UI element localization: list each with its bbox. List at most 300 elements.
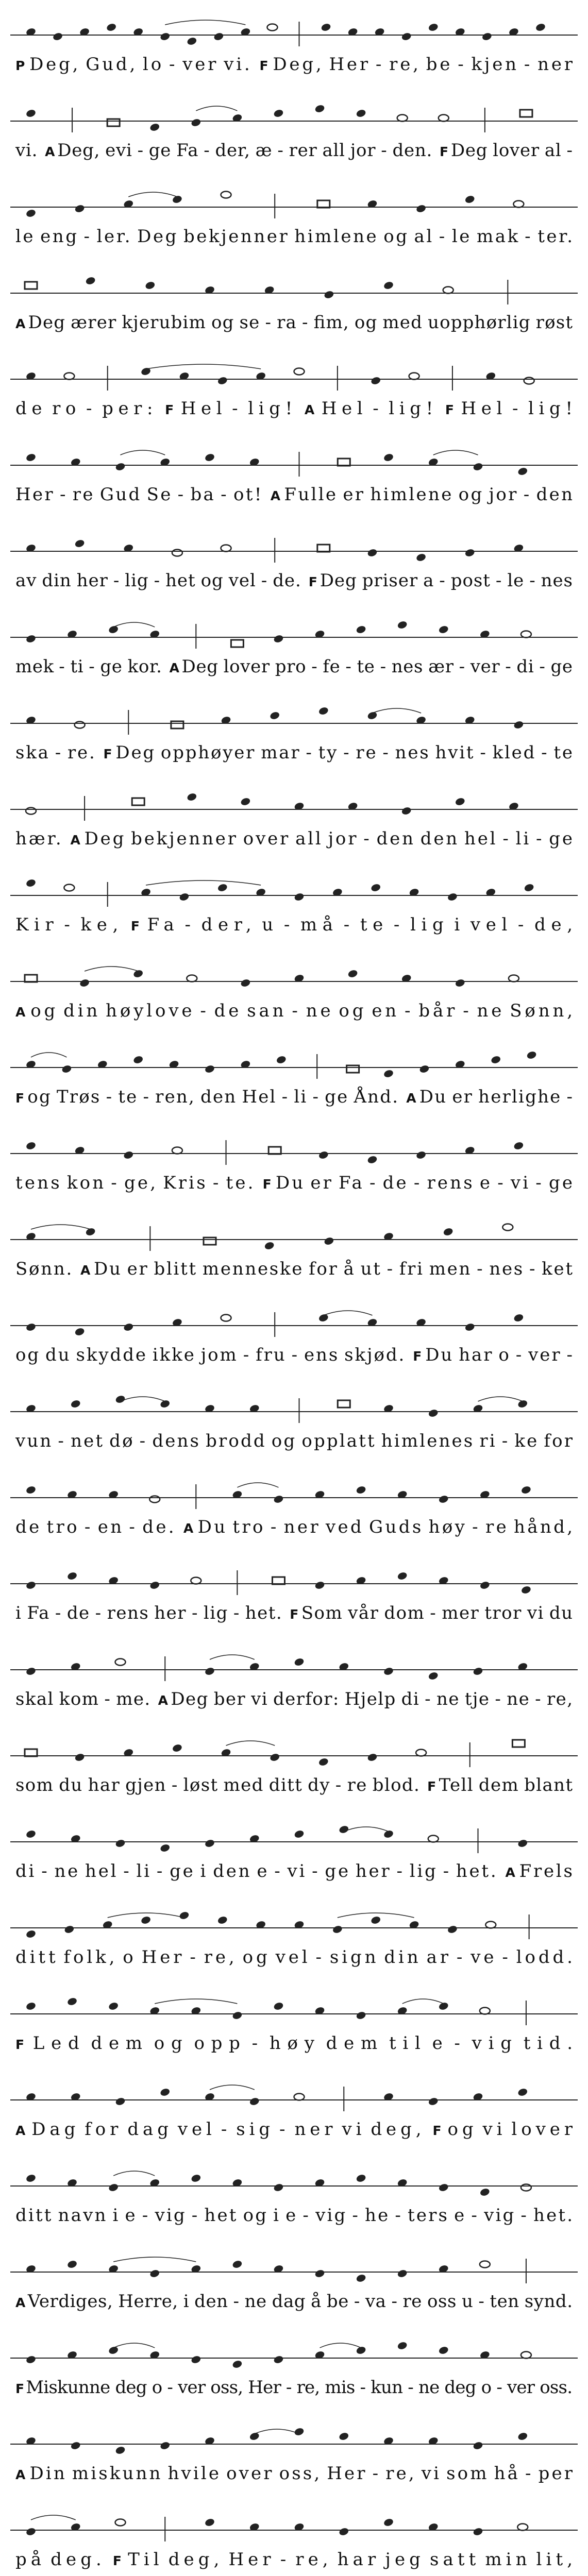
lyric-syllable: - [270,1517,277,1537]
open-note [64,373,74,380]
filled-note [25,109,36,118]
lyric-syllable: san [247,1001,284,1021]
lyric-syllable: - [251,2033,258,2054]
lyric-syllable: den [420,828,458,849]
slur-arc [155,1999,237,2004]
lyric-line [15,1517,573,1537]
lyric-syllable: Frels [519,1861,573,1882]
filled-note [191,2355,201,2364]
lyric-syllable: - [472,1517,478,1537]
chant-system [10,1655,578,1709]
filled-note [464,195,475,204]
breve-note [347,1065,359,1073]
lyric-syllable: Fa [147,914,174,935]
lyric-line [15,914,573,935]
lyric-syllable: te [553,742,573,763]
choir-marker: F [262,1177,272,1192]
lyric-syllable: de [214,1001,239,1021]
lyric-syllable: nes [391,656,423,677]
lyric-syllable: ne [418,2377,440,2398]
lyric-syllable: kjen [471,54,517,75]
chant-system [10,2515,578,2570]
breve-note [25,975,37,982]
lyric-syllable: opplatt [301,1431,375,1451]
filled-note [443,1227,453,1236]
filled-note [25,1929,36,1939]
lyric-syllable: her [76,570,108,591]
lyric-syllable: vig [484,2205,514,2226]
lyric-syllable: - [184,914,191,935]
lyric-line [15,140,573,161]
lyric-syllable: Her [327,2463,365,2484]
lyric-syllable: - [137,140,144,161]
lyric-syllable: vel [470,914,508,935]
lyric-syllable: all [295,828,321,849]
lyric-syllable: for [544,1431,573,1451]
lyric-syllable: mer [442,1603,479,1623]
filled-note [25,453,36,462]
lyric-syllable: - [64,914,70,935]
slur-arc [344,1827,389,1832]
lyric-line [15,54,573,75]
lyric-syllable: og [15,1345,39,1365]
lyric-syllable: - [59,484,66,505]
lyric-syllable: - [393,914,400,935]
lyric-line [15,2119,573,2140]
breve-note [171,721,183,728]
lyric-syllable: ner [537,54,573,75]
breve-note [338,459,350,466]
lyric-syllable: jom [200,1345,237,1365]
slur-arc [226,1741,275,1745]
lyric-syllable: - [380,656,387,677]
open-note [524,378,534,384]
lyric-syllable: fe [323,656,340,677]
lyric-syllable: vig [155,2205,185,2226]
lyric-syllable: til [389,2033,421,2054]
lyric-syllable: jor [328,828,357,849]
lyric-syllable: fru [256,1345,285,1365]
slur-arc [113,2343,155,2348]
lyric-syllable: Hjelp [344,1689,396,1709]
lyric-syllable: net [71,1431,103,1451]
lyric-syllable: hvit [435,742,474,763]
lyric-syllable: he [365,2205,389,2226]
lyric-syllable: - [471,2205,477,2226]
lyric-syllable: fim, [313,312,349,333]
chant-system [10,1050,578,1107]
lyric-line [15,1861,573,1882]
lyric-syllable: per: [102,398,153,419]
lyric-syllable: - [243,1345,249,1365]
lyric-syllable: deg [115,2377,147,2398]
lyric-syllable: - [496,2377,502,2398]
slur-arc [402,1999,444,2004]
chant-system [10,878,578,935]
lyric-syllable: - [375,54,382,75]
slur-arc [85,967,138,971]
lyric-syllable: - [459,656,465,677]
lyric-syllable: het. [533,2205,573,2226]
filled-note [276,1055,287,1064]
filled-note [66,1571,77,1581]
lyric-syllable: re [72,484,93,505]
lyric-syllable: - [233,2291,240,2312]
lyric-syllable: - [439,570,445,591]
lyric-syllable: brodd [206,1431,265,1451]
chant-system [10,1140,578,1193]
lyric-syllable: - [477,1259,483,1279]
lyric-syllable: - [408,2377,414,2398]
lyric-syllable: ge [549,828,573,849]
lyric-syllable: - [154,570,160,591]
lyric-syllable: hå [494,2463,518,2484]
lyric-syllable: ne [507,1689,529,1709]
filled-note [140,1916,151,1925]
choir-marker: F [308,574,317,589]
lyric-syllable: for [85,2119,119,2140]
filled-note [249,2097,260,2106]
lyric-line [15,656,573,677]
lyric-syllable: vi [251,1689,267,1709]
lyric-syllable: ne [436,1689,459,1709]
lyric-syllable: Deg [115,742,155,763]
lyric-syllable: kor. [127,656,162,677]
lyric-syllable: oss, [279,2463,320,2484]
open-note [513,201,524,208]
lyric-syllable: en [97,1517,122,1537]
filled-note [70,2441,81,2450]
filled-note [25,209,36,218]
filled-note [447,892,458,902]
chant-system [10,1740,578,1795]
filled-note [64,1925,75,1934]
open-note [485,1922,496,1928]
lyric-syllable: og [243,2205,266,2226]
open-note [517,2524,528,2531]
chant-system [10,1395,578,1451]
lyric-line [15,1345,573,1365]
lyric-syllable: jeg [385,2549,421,2570]
filled-note [25,2002,36,2011]
choir-marker: F [440,144,449,159]
lyric-syllable: sig [236,2119,271,2140]
choir-marker: F [427,1779,436,1794]
lyric-syllable: dem [478,1775,518,1795]
lyric-syllable: vi. [224,54,250,75]
lyric-syllable: og [383,226,407,247]
lyric-syllable: og [458,484,482,505]
lyric-syllable: - [382,742,389,763]
chant-system [10,2171,578,2226]
lyric-syllable: deg [444,2377,477,2398]
lyric-syllable: vi [482,2119,502,2140]
lyric-syllable: - [156,1861,163,1882]
lyric-syllable: ar [426,1947,449,1968]
lyric-syllable: og [27,1087,51,1107]
lyric-syllable: ge, [124,1173,156,1193]
lyric-syllable: å [343,1259,354,1279]
filled-note [160,32,171,41]
filled-note [371,1916,381,1925]
lyric-syllable: - [515,1345,522,1365]
lyric-syllable: ge [148,140,171,161]
lyric-syllable: himlene [370,484,452,505]
filled-note [25,1141,36,1150]
filled-note [232,2011,243,2020]
open-note [221,1315,231,1321]
slur-arc [113,2257,196,2262]
filled-note [491,1055,501,1064]
lyric-line [15,1775,573,1795]
lyric-syllable: - [395,2205,401,2226]
lyric-syllable: i [200,1861,206,1882]
lyric-syllable: kon [66,1173,104,1193]
lyric-syllable: u [461,2291,473,2312]
lyric-syllable: dens [152,1431,199,1451]
lyric-syllable: høy [428,1517,465,1537]
filled-note [232,2260,243,2269]
lyric-syllable: Her [329,54,368,75]
filled-note [204,1839,215,1848]
choir-marker: A [406,1091,416,1106]
lyric-syllable: er [127,1259,147,1279]
filled-note [356,2011,366,2020]
lyric-syllable: - [232,398,238,419]
filled-note [339,1825,349,1834]
lyric-syllable: æ [255,140,272,161]
lyric-syllable: - [523,484,530,505]
lyric-syllable: - [391,2291,397,2312]
filled-note [294,1829,305,1839]
lyric-syllable: nes [489,1259,523,1279]
lyric-syllable: mak [476,226,518,247]
filled-note [115,2097,126,2106]
filled-note [191,118,201,127]
lyric-line [15,828,573,849]
lyric-syllable: re, [385,2463,414,2484]
lyric-syllable: vel [177,2119,212,2140]
lyric-line [15,1603,573,1623]
filled-note [356,109,366,118]
lyric-syllable: te [360,914,383,935]
lyric-syllable: - [139,1431,146,1451]
lyric-syllable: den [536,484,573,505]
lyric-syllable: Sønn, [510,1001,573,1021]
lyric-syllable: miskunn [72,2463,161,2484]
lyric-syllable: rer [289,140,317,161]
lyric-syllable: himlene [294,226,377,247]
lyric-syllable: - [190,1947,196,1968]
lyric-syllable: ge [325,1861,349,1882]
filled-note [339,2527,349,2536]
slur-arc [210,2085,255,2090]
filled-note [294,892,305,902]
filled-note [526,1050,537,1060]
lyric-syllable: dom [384,1603,424,1623]
lyric-line [15,1689,573,1709]
filled-note [473,2527,483,2536]
lyric-syllable: - [106,1087,112,1107]
lyric-syllable: ber [213,1689,245,1709]
lyric-syllable: e [257,1861,267,1882]
lyric-syllable: ge [550,656,573,677]
lyric-syllable: - [520,2205,527,2226]
slur-arc [128,192,177,197]
lyric-syllable: se [239,312,260,333]
breve-note [520,110,532,117]
filled-note [428,2097,439,2106]
lyric-syllable: og [447,2119,474,2140]
lyric-syllable: folk, [63,1947,115,1968]
lyric-line [15,398,573,419]
lyric-syllable: den [200,1087,236,1107]
lyric-syllable: - [59,656,65,677]
lyric-syllable: o [498,1345,509,1365]
filled-note [25,634,36,643]
lyric-syllable: de. [142,1517,174,1537]
filled-note [397,1571,408,1581]
filled-note [356,1485,366,1495]
lyric-syllable: - [283,914,290,935]
chant-system [10,2341,578,2398]
filled-note [520,1485,531,1495]
filled-note [438,2183,449,2192]
lyric-syllable: - [143,1087,149,1107]
filled-note [415,204,426,213]
lyric-syllable: dø [109,1431,133,1451]
lyric-syllable: le [15,226,33,247]
lyric-syllable: ten [490,2291,519,2312]
slur-arc [433,450,478,455]
lyric-syllable: som [15,1775,53,1795]
filled-note [74,539,85,548]
lyric-syllable: Du [94,1259,121,1279]
lyric-syllable: der, [215,140,250,161]
chant-system [10,1224,578,1280]
filled-note [273,1495,284,1504]
lyric-syllable: - [311,656,317,677]
lyric-syllable: Her [15,484,53,505]
filled-note [517,467,528,476]
lyric-syllable: lig [410,914,444,935]
filled-note [25,1829,36,1839]
lyric-syllable: - [200,1001,206,1021]
lyric-syllable: - [541,742,547,763]
lyric-syllable: ne [244,2291,267,2312]
choir-marker: A [15,1005,26,1020]
breve-note [338,1400,350,1408]
lyric-syllable: - [84,1517,91,1537]
filled-note [314,1581,325,1590]
lyric-syllable: ters [408,2205,447,2226]
lyric-syllable: skjød. [344,1345,405,1365]
filled-note [428,1409,439,1418]
lyric-syllable: - [387,1259,393,1279]
lyric-syllable: e [285,2205,296,2226]
lyric-syllable: - [495,1689,501,1709]
lyric-syllable: re, [295,2549,328,2570]
lyric-line [15,226,573,247]
lyric-syllable: synd. [524,2291,573,2312]
open-note [267,24,277,31]
filled-note [383,281,394,290]
choir-marker: A [505,1865,515,1880]
lyric-syllable: mis [325,2377,356,2398]
choir-marker: A [169,660,179,675]
lyric-syllable: jor [350,140,376,161]
filled-note [115,1395,126,1404]
lyric-syllable: må [300,914,333,935]
lyric-syllable: - [373,398,379,419]
lyric-syllable: i [454,914,460,935]
lyric-syllable: vi. [15,140,38,161]
filled-note [106,23,116,32]
open-note [443,287,453,294]
filled-note [438,1495,449,1504]
chant-system [10,1911,578,1968]
lyric-syllable: va [365,2291,386,2312]
lyric-syllable: Dag [31,2119,76,2140]
lyric-syllable: - [505,656,511,677]
lyric-syllable: - [456,1947,463,1968]
lyric-syllable: Deg [137,226,177,247]
lyric-syllable: ot! [233,484,262,505]
lyric-syllable: ved [325,1517,362,1537]
lyric-syllable: Hel [242,1087,276,1107]
open-note [480,2008,490,2014]
filled-note [66,1997,77,2006]
filled-note [204,453,215,462]
filled-note [273,2002,284,2011]
filled-note [74,1327,85,1336]
lyric-syllable: her [355,1861,390,1882]
lyric-syllable: ditt [15,1947,56,1968]
lyric-syllable: - [204,140,210,161]
filled-note [179,1911,190,1920]
lyric-syllable: - [277,140,283,161]
lyric-syllable: dy [308,1775,330,1795]
choir-marker: A [80,1263,91,1278]
lyric-syllable: bekjenner [131,828,236,849]
lyric-syllable: hånd, [514,1517,573,1537]
open-note [294,368,305,375]
lyric-syllable: her [154,1603,186,1623]
filled-note [481,32,492,41]
lyric-syllable: - [352,2205,358,2226]
filled-note [160,2441,171,2450]
open-note [115,2519,126,2526]
lyric-syllable: lig [203,1603,228,1623]
lyric-syllable: i [183,2291,189,2312]
choir-marker: F [290,1607,299,1622]
lyric-syllable: med [382,312,422,333]
filled-note [438,2346,449,2355]
choir-marker: P [15,58,25,73]
lyric-line [15,2549,573,2570]
lyric-syllable: ke, [80,914,119,935]
lyric-syllable: - [478,2291,484,2312]
filled-note [324,290,334,299]
lyric-syllable: ke [514,1431,537,1451]
filled-note [347,969,358,978]
filled-note [115,1839,126,1848]
filled-note [415,553,426,562]
lyric-syllable: Her [248,2377,281,2398]
choir-marker: F [259,58,268,73]
filled-note [123,1323,134,1332]
lyric-syllable: - [58,1431,64,1451]
